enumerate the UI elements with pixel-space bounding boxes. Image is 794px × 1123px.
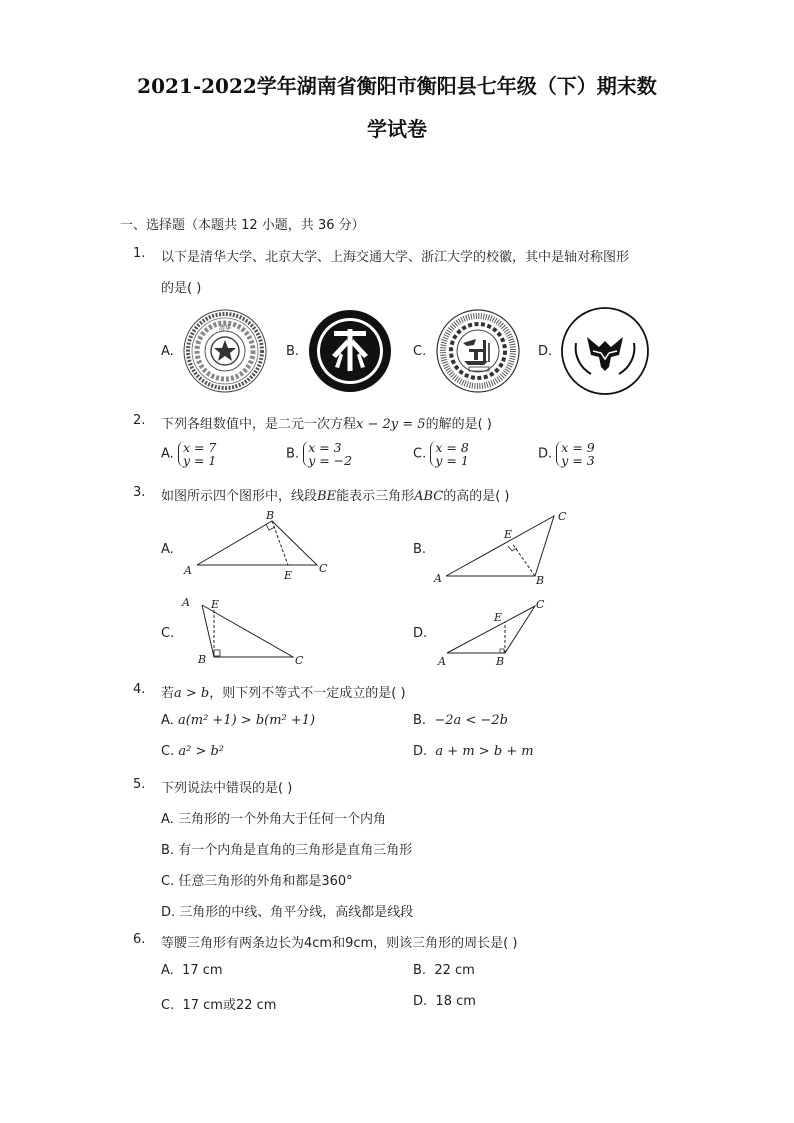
q2-option-a[interactable] — [161, 441, 216, 467]
q3-figure-c — [178, 593, 328, 669]
q4-option-d[interactable]: D. a + m > b + m — [413, 744, 534, 759]
q6-number: 6. — [133, 932, 146, 947]
q2-number: 2. — [133, 413, 146, 428]
svg-text:E: E — [284, 569, 293, 582]
q2-option-c[interactable] — [413, 441, 469, 467]
section-header: 一、选择题（本题共 12 小题，共 36 分） — [120, 218, 365, 233]
q6-option-b[interactable]: B. 22 cm — [413, 963, 475, 978]
tsinghua-emblem-icon — [183, 309, 267, 393]
q2-stem — [161, 413, 492, 432]
svg-text:E: E — [211, 598, 220, 611]
q2-option-d[interactable] — [538, 441, 595, 467]
q5-option-d[interactable]: D. 三角形的中线、角平分线，高线都是线段 — [161, 905, 414, 920]
svg-text:A: A — [434, 572, 442, 585]
q2-option-b[interactable] — [286, 441, 352, 467]
q2-option-b-label: B. — [286, 446, 300, 462]
q2-option-a-label: A. — [161, 446, 174, 462]
q3-option-d-label[interactable]: D. — [413, 626, 428, 641]
q2-equation: x − 2y = 5 — [356, 417, 426, 432]
svg-text:B: B — [266, 509, 275, 522]
q6-option-d[interactable]: D. 18 cm — [413, 994, 476, 1009]
q6-option-a[interactable]: A. 17 cm — [161, 963, 223, 978]
peking-emblem-text: 北大 — [349, 389, 351, 390]
q2-option-c-label: C. — [413, 446, 427, 462]
q4-option-b[interactable]: B. −2a < −2b — [413, 713, 508, 728]
q2-option-b-system: x = 3 y = −2 — [303, 441, 352, 467]
q4-option-a[interactable]: A. a(m² +1) > b(m² +1) — [161, 713, 316, 728]
q6-option-c[interactable]: C. 17 cm或22 cm — [161, 998, 277, 1013]
q6-stem: 等腰三角形有两条边长为4cm和9cm，则该三角形的周长是( ) — [161, 936, 518, 951]
svg-text:B: B — [496, 655, 505, 668]
q4-stem: 若a > b，则下列不等式不一定成立的是( ) — [161, 686, 406, 701]
page-title-line1: 2021-2022学年湖南省衡阳市衡阳县七年级（下）期末数 — [137, 74, 657, 98]
q2-option-a-system: x = 7 y = 1 — [178, 441, 216, 467]
svg-text:B: B — [198, 653, 207, 666]
q5-stem: 下列说法中错误的是( ) — [161, 781, 293, 796]
q3-figure-b — [430, 506, 580, 588]
sjtu-emblem-icon — [436, 309, 520, 393]
page-title-line2: 学试卷 — [367, 117, 427, 141]
q3-option-b-label[interactable]: B. — [413, 542, 427, 557]
q3-number: 3. — [133, 485, 146, 500]
q1-stem-line1: 以下是清华大学、北京大学、上海交通大学、浙江大学的校徽，其中是轴对称图形 — [161, 250, 630, 265]
svg-text:C: C — [319, 562, 328, 575]
q1-option-b-label[interactable]: B. — [286, 344, 300, 359]
q4-option-c[interactable]: C. a² > b² — [161, 744, 225, 759]
peking-emblem-icon — [308, 309, 392, 393]
q3-figure-d — [436, 594, 556, 670]
svg-text:E: E — [494, 611, 503, 624]
q1-number: 1. — [133, 246, 146, 261]
svg-text:A: A — [184, 564, 192, 577]
q3-figure-a — [180, 508, 340, 586]
q1-option-a-label[interactable]: A. — [161, 344, 174, 359]
q4-number: 4. — [133, 682, 146, 697]
svg-text:E: E — [504, 528, 513, 541]
svg-text:C: C — [558, 510, 567, 523]
q2-stem-pre: 下列各组数值中，是二元一次方程 — [161, 417, 357, 432]
q2-option-d-system: x = 9 y = 3 — [556, 441, 594, 467]
q3-option-c-label[interactable]: C. — [161, 626, 175, 641]
svg-text:C: C — [536, 598, 545, 611]
q5-option-b[interactable]: B. 有一个内角是直角的三角形是直角三角形 — [161, 843, 413, 858]
q1-option-c-label[interactable]: C. — [413, 344, 427, 359]
q5-number: 5. — [133, 777, 146, 792]
q3-option-a-label[interactable]: A. — [161, 542, 174, 557]
q2-stem-post: 的解的是( ) — [425, 417, 492, 432]
q2-option-c-system: x = 8 y = 1 — [430, 441, 468, 467]
q1-stem-line2: 的是( ) — [161, 281, 202, 296]
svg-text:A: A — [182, 596, 190, 609]
svg-text:B: B — [536, 574, 545, 587]
zju-emblem-icon — [561, 307, 649, 395]
tsinghua-emblem-text: 清华 — [218, 325, 232, 332]
svg-text:A: A — [438, 655, 446, 668]
svg-text:C: C — [295, 654, 304, 667]
q1-option-d-label[interactable]: D. — [538, 344, 553, 359]
q2-option-d-label: D. — [538, 446, 553, 462]
q5-option-a[interactable]: A. 三角形的一个外角大于任何一个内角 — [161, 812, 386, 827]
q5-option-c[interactable]: C. 任意三角形的外角和都是360° — [161, 874, 353, 889]
q3-stem: 如图所示四个图形中，线段BE能表示三角形ABC的高的是( ) — [161, 489, 510, 504]
